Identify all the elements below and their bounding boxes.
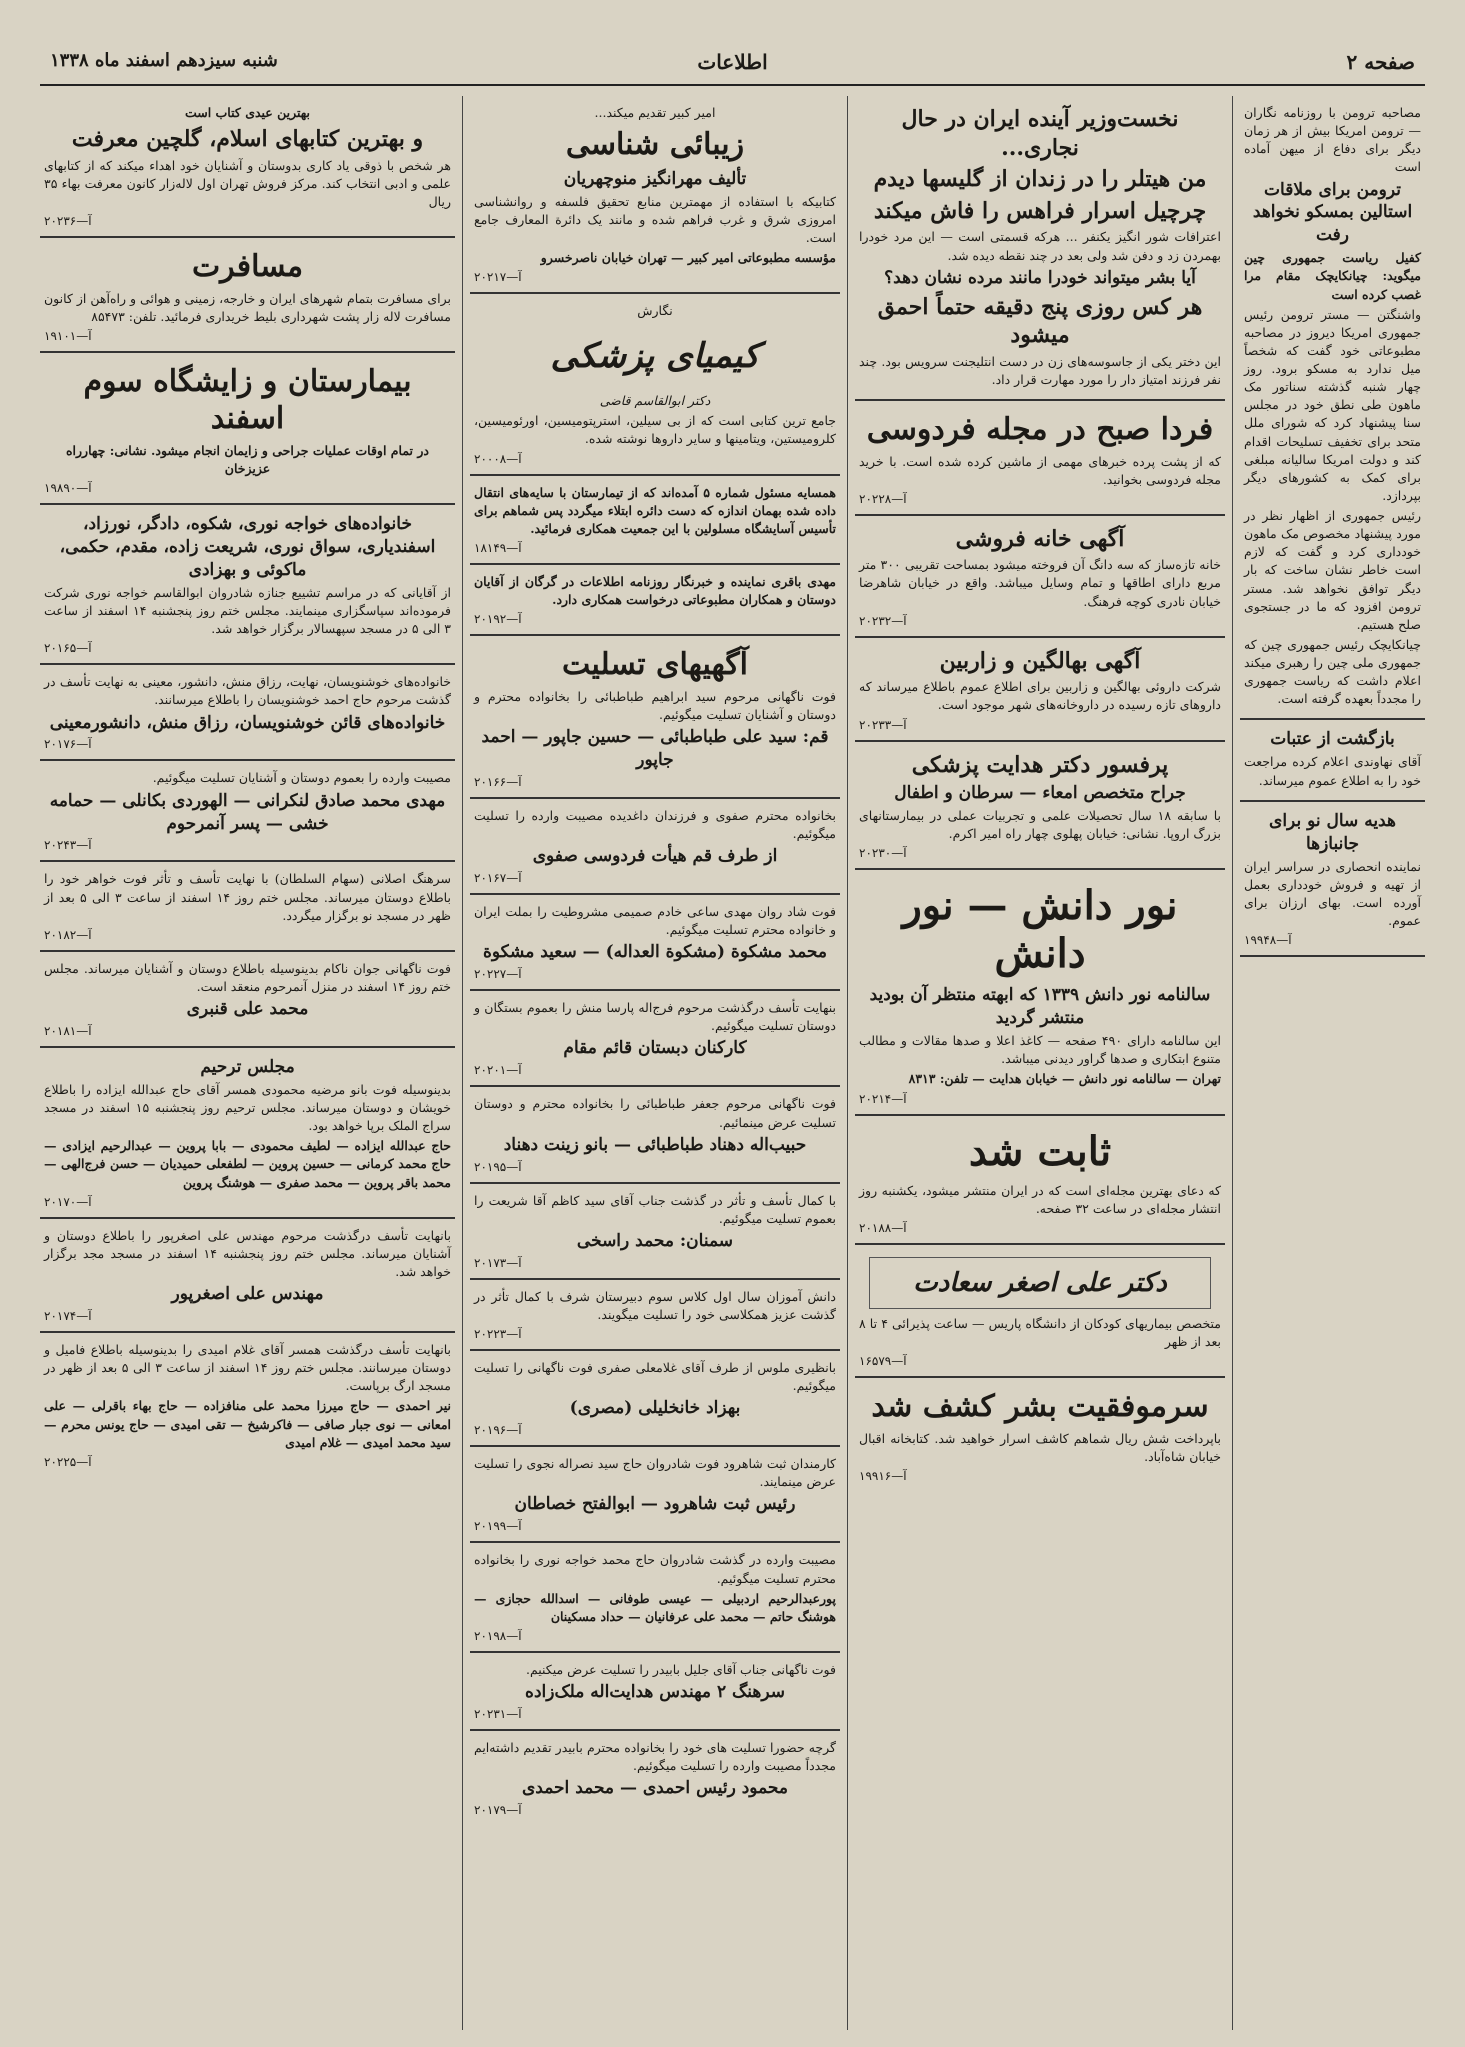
- ad-code: آ—۲۰۱۶۵: [44, 641, 92, 656]
- ad-travel: [40, 238, 455, 353]
- feature-headline: من هیتلر را در زندان از گلیسها دیدم: [873, 166, 1207, 193]
- ad-code: آ—۱۹۹۱۶: [859, 1468, 907, 1483]
- condolence-5: [470, 1087, 840, 1183]
- notice-body: خانواده‌های خوشنویسان، نهایت، رزاق منش، دانشور، معینی به نهایت تأسف در گذشت مرحوم حاج احمد خوشنویسان را باطلاع میرسانند.: [44, 674, 451, 708]
- notice-title: بازگشت از عتبات: [1270, 729, 1395, 750]
- condolence-1: [470, 636, 840, 799]
- ad-title: و بهترین کتابهای اسلام، گلچین معرفت: [71, 126, 424, 153]
- issue-date: شنبه سیزدهم اسفند ماه ۱۳۳۸: [50, 50, 278, 71]
- condolence-9: [470, 1447, 840, 1543]
- ad-proven: [855, 1116, 1225, 1245]
- condolence-signers: قم: سید علی طباطبائی — حسین جاپور — احمد جاپور: [481, 726, 829, 770]
- ad-code: آ—۲۰۲۲۵: [44, 1454, 92, 1469]
- ad-body: خانه تازه‌ساز که سه دانگ آن فروخته میشود بمساحت تقریبی ۳۰۰ متر مربع دارای اطاقها و تمام وسایل میباشد. واقع در خیابان شاهرضا خیابان نادری کوچه فرهنگ.: [859, 557, 1221, 609]
- feature-question: آیا بشر میتواند خودرا مانند مرده نشان دهد؟: [884, 267, 1196, 288]
- family-names: مهدی محمد صادق لنکرانی — الهوردی بکانلی — حمامه خشی — پسر آنمرحوم: [49, 790, 446, 834]
- ad-code: آ—۲۰۱۹۹: [474, 1519, 522, 1534]
- notice-ghanbari: [40, 952, 455, 1048]
- ad-title: نور دانش — نور دانش: [902, 882, 1178, 978]
- ad-code: آ—۲۰۲۲۳: [474, 1327, 522, 1341]
- notice-khajenouri: [40, 505, 455, 665]
- notice-lankarani: [40, 761, 455, 862]
- paper-name: اطلاعات: [697, 50, 768, 74]
- feature-headline: هر کس روزی پنج دقیقه حتماً احمق میشود: [877, 293, 1203, 349]
- ad-title: زیبائی شناسی: [565, 127, 745, 163]
- condolence-signers: پورعبدالرحیم اردبیلی — عیسی طوفانی — اسدالله حجازی — هوشنگ حاتم — محمد علی عرفانیان — حداد مسکینان: [474, 1590, 836, 1624]
- notice-body: از آقایانی که در مراسم تشییع جنازه شادروان ابوالقاسم خواجه نوری شرکت فرموده‌اند سپاسگزاری مینمایند. مجلس ختم روز پنجشنبه ۱۴ اسفند از ساعت ۳ الی ۵ در مسجد سپهسالار برگزار خواهد شد.: [44, 584, 451, 637]
- ad-body: در تمام اوقات عملیات جراحی و زایمان انجام میشود. نشانی: چهارراه عزیزخان: [66, 442, 429, 476]
- feature-body: اعترافات شور انگیز یکنفر ... هرکه قسمتی است — این مرد خودرا بهمردن زد و دفن شد ولی بعد در چند نقطه دیده شد.: [859, 229, 1221, 263]
- ad-code: آ—۲۰۱۸۸: [859, 1220, 907, 1235]
- condolence-body: بانظیری ملوس از طرف آقای غلامعلی صفری فوت ناگهانی را تسلیت میگوئیم.: [474, 1360, 836, 1394]
- ad-code: آ—۲۰۲۱۷: [474, 270, 522, 285]
- ad-title: سرموفقیت بشر کشف شد: [871, 1389, 1209, 1425]
- section-title: آگهیهای تسلیت: [562, 647, 748, 683]
- condolence-2: [470, 799, 840, 895]
- ad-subtitle: سالنامه نور دانش ۱۳۳۹ که ابهته منتظر آن بودید منتشر گردید: [869, 985, 1211, 1029]
- condolence-signers: حبیب‌اله دهناد طباطبائی — بانو زینت دهناد: [503, 1134, 807, 1155]
- ad-code: آ—۲۰۲۲۷: [474, 967, 522, 982]
- ad-code: آ—۲۰۲۰۱: [474, 1063, 522, 1078]
- ad-code: آ—۲۰۰۰۸: [474, 451, 522, 466]
- condolence-body: فوت ناگهانی مرحوم جعفر طباطبائی را بخانواده محترم و دوستان تسلیت عرض مینمائیم.: [474, 1096, 836, 1130]
- ad-code: آ—۲۰۱۸۱: [44, 1024, 92, 1039]
- feature-headline: چرچیل اسرار فراهس را فاش میکند: [873, 197, 1207, 224]
- condolence-11: [470, 1653, 840, 1731]
- ad-house-sale: [855, 516, 1225, 638]
- ad-doctor-hedayat: [855, 742, 1225, 871]
- ad-code: آ—۲۰۱۹۶: [474, 1423, 522, 1438]
- masthead: [40, 40, 1425, 86]
- ad-code: آ—۲۰۱۹۵: [474, 1159, 522, 1174]
- ad-body: شرکت داروئی بهالگین و زاربین برای اطلاع عموم باطلاع میرساند که داروهای تازه رسیده در داروخانه‌های شهر موجود است.: [859, 679, 1221, 713]
- ad-code: آ—۱۶۵۷۹: [859, 1354, 907, 1369]
- notice-memorial: [40, 1048, 455, 1219]
- family-names: نیر احمدی — حاج میرزا محمد علی منافزاده — حاج بهاء باقرلی — علی امعانی — نوی جبار صافی — فاکرشیخ — تقی امیدی — حاج یونس محرم — سید محمد امیدی — غلام امیدی: [44, 1398, 451, 1450]
- family-names: محمد علی قنبری: [186, 999, 309, 1020]
- feature-body: این دختر یکی از جاسوسه‌های زن در دست انتلیجنت سرویس بود. چند نفر فرزند امتیاز دار را مورد مهارت قرار داد.: [859, 353, 1221, 387]
- article-body: رئیس جمهوری از اظهار نظر در مورد پیشنهاد مخصوص مک ماهون خودداری کرد و گفت که لازم است خاطر نشان ساخت که بار دیگر توافق نخواهد شد. مستر ترومن افزود که ما در جستجوی صلح هستیم.: [1244, 508, 1421, 632]
- condolence-8: [470, 1351, 840, 1447]
- condolence-body: مصیبت وارده در گذشت شادروان حاج محمد خواجه نوری را بخانواده محترم تسلیت میگوئیم.: [474, 1552, 836, 1586]
- ad-book-aesthetics: [470, 96, 840, 294]
- page-number: صفحه ۲: [1346, 50, 1415, 74]
- news-article-truman: [1240, 96, 1425, 720]
- condolence-signers: از طرف قم هیأت فردوسی صفوی: [532, 846, 778, 867]
- ad-title: فردا صبح در مجله فردوسی: [866, 412, 1214, 447]
- notice-asgharpour: [40, 1219, 455, 1333]
- article-body: چیانکایچک رئیس جمهوری چین که جمهوری ملی چین را رهبری میکند اعلام داشت که ریاست جمهوری را مجدداً بعهده گرفته است.: [1244, 636, 1421, 707]
- notice-body: مصیبت وارده را بعموم دوستان و آشنایان تسلیت میگوئیم.: [152, 770, 451, 786]
- column-rule: [847, 96, 848, 2030]
- condolence-signers: محمود رئیس احمدی — محمد احمدی: [521, 1778, 788, 1799]
- notice-return: [1240, 720, 1425, 801]
- ad-body: این سالنامه دارای ۴۹۰ صفحه — کاغذ اعلا و صدها مقالات و مطالب متنوع ابتکاری و صدها گراور دیدنی میباشد.: [859, 1033, 1221, 1067]
- ad-code: آ—۲۰۲۳۶: [44, 214, 92, 229]
- article-body: واشنگتن — مستر ترومن رئیس جمهوری امریکا دیروز در مصاحبه مطبوعاتی خود گفت که شخصاً میل ندارد به مسکو برود. روز چهار شنبه گذشته سناتور مک ماهون طی نطق خود در مجلس سنا پیشنهاد کرد که شورای ملل متحد برای تخفیف تسلیحات اقدام کند و دولت امریکا سالیانه مبلغی برای کمک به کشورهای دیگر بپردازد.: [1244, 306, 1421, 503]
- ad-nour-danesh: [855, 870, 1225, 1115]
- condolence-7: [470, 1280, 840, 1351]
- condolence-body: گرچه حضورا تسلیت های خود را بخانواده محترم بابیدر تقدیم داشته‌ایم مجدداً مصیبت وارده را تسلیت میگوئیم.: [474, 1739, 836, 1774]
- condolence-12: [470, 1731, 840, 1825]
- ad-code: آ—۲۰۱۷۰: [44, 1194, 92, 1209]
- feature-churchill: [855, 96, 1225, 401]
- ad-code: آ—۱۸۱۴۹: [474, 540, 522, 555]
- condolence-signers: رئیس ثبت شاهرود — ابوالفتح خصاطان: [514, 1494, 796, 1515]
- ad-book-medicine: [470, 294, 840, 476]
- notice-body: فوت ناگهانی جوان ناکام بدینوسیله باطلاع دوستان و آشنایان میرساند. مجلس ختم روز ۱۴ اسفند در منزل آنمرحوم منعقد است.: [44, 960, 451, 994]
- ad-body: با سابقه ۱۸ سال تحصیلات علمی و تجربیات عملی در بیمارستانهای بزرگ اروپا. نشانی: خیابان پهلوی چهار راه امیر اکرم.: [859, 808, 1221, 842]
- ad-body: نماینده انحصاری در سراسر ایران از تهیه و فروش خودداری بعمل آورده است. بهای ارزان برای عموم.: [1244, 858, 1421, 928]
- ad-body: باپرداخت شش ریال شماهم کاشف اسرار خواهید شد. کتابخانه اقبال خیابان شاه‌آباد.: [859, 1430, 1221, 1464]
- family-names: خانواده‌های خواجه نوری، شکوه، دادگر، نورزاد، اسفندیاری، سواق نوری، شریعت زاده، مقدم، حکمی، ماکوئی و بهزادی: [59, 514, 436, 580]
- ad-title: هدیه سال نو برای جانبازها: [1269, 810, 1396, 854]
- notice-body: بدینوسیله فوت بانو مرضیه محمودی همسر آقای حاج عبدالله ایزاده را باطلاع خویشان و دوستان میرساند. مجلس ترحیم روز پنجشنبه ۱۵ اسفند در مسجد سراج الملک برپا خواهد بود.: [44, 1081, 451, 1134]
- ad-body: جامع ترین کتابی است که از بی سیلین، استرپتومیسین، اورئومیسین، کلرومیستین، ویتامینها و سایر داروها نوشته شده.: [474, 413, 836, 447]
- condolence-signers: سرهنگ ۲ مهندس هدایت‌اله ملک‌زاده: [525, 1682, 785, 1702]
- ad-kicker: نگارش: [637, 303, 673, 319]
- condolence-3: [470, 895, 840, 991]
- ad-title: آگهی خانه فروشی: [955, 525, 1125, 552]
- ad-code: آ—۲۰۱۹۸: [474, 1628, 522, 1643]
- ad-code: آ—۲۰۱۶۷: [474, 871, 522, 885]
- ad-code: آ—۲۰۲۴۳: [44, 838, 92, 853]
- column-announcements: [40, 96, 455, 2030]
- notice-body: همسایه مسئول شماره ۵ آمده‌اند که از تیمارستان با سایه‌های انتقال داده شده بهمان اندازه که دست دائره ابتلاء میگردد پس شماهم برای تأسیس آسایشگاه مسلولین با این جمعیت همکاری فرمائید.: [474, 484, 836, 536]
- ad-books-golchin: [40, 96, 455, 238]
- book-author: دکتر ابوالقاسم قاضی: [599, 393, 711, 409]
- ad-body: که از پشت پرده خبرهای مهمی از ماشین کرده شده است. با خرید مجله فردوسی بخوانید.: [859, 453, 1221, 487]
- ad-subtitle: تألیف مهرانگیز منوچهریان: [563, 168, 747, 189]
- ad-code: آ—۱۹۱۰۱: [44, 328, 92, 343]
- ad-body: که دعای بهترین مجله‌ای است که در ایران منتشر میشود، یکشنبه روز انتشار مجله‌ای در ساعت ۳۲ صفحه.: [859, 1182, 1221, 1216]
- condolence-body: بخانواده محترم صفوی و فرزندان داغدیده مصیبت وارده را تسلیت میگوئیم.: [474, 807, 836, 841]
- ad-body: برای مسافرت بتمام شهرهای ایران و خارجه، زمینی و هوائی و راه‌آهن از کانون مسافرت لاله زار پشت شهرداری بلیط خریداری فرمائید. تلفن: ۸۵۴۷۳: [44, 290, 451, 324]
- condolence-body: بنهایت تأسف درگذشت مرحوم فرج‌اله پارسا منش را بعموم بستگان و دوستان تسلیت میگوئیم.: [474, 1000, 836, 1034]
- ad-contact: تهران — سالنامه نور دانش — خیابان هدایت — تلفن: ۸۳۱۳: [908, 1071, 1221, 1087]
- condolence-body: فوت ناگهانی مرحوم سید ابراهیم طباطبائی را بخانواده محترم و دوستان و آشنایان تسلیت میگوئیم.: [474, 688, 836, 722]
- notice-correspondent: [470, 565, 840, 636]
- doctor-logo: دکتر علی اصغر سعادت: [869, 1257, 1211, 1309]
- ad-code: آ—۲۰۱۷۹: [474, 1803, 522, 1818]
- ad-code: آ—۲۰۲۱۴: [859, 1091, 907, 1106]
- newspaper-page: [40, 40, 1425, 2030]
- ad-success-secret: [855, 1378, 1225, 1491]
- ad-code: آ—۲۰۱۷۶: [44, 737, 92, 752]
- ad-hospital: [40, 353, 455, 505]
- ad-code: آ—۱۹۸۹۰: [44, 481, 92, 496]
- column-news: [1240, 96, 1425, 2030]
- ad-code: آ—۲۰۲۳۲: [859, 613, 907, 628]
- ad-code: آ—۲۰۱۹۲: [474, 612, 522, 627]
- ad-ferdowsi: [855, 401, 1225, 516]
- family-names: حاج عبدالله ایزاده — لطیف محمودی — بابا پروین — عبدالرحیم ایزادی — حاج محمد کرمانی — حسین پروین — لطفعلی حمیدیان — حسن فرج‌الهی — محمد باقر پروین — محمد صفری — هوشنگ پروین: [44, 1138, 451, 1190]
- ad-code: آ—۲۰۱۷۴: [44, 1309, 92, 1324]
- ad-title: آگهی بهالگین و زاربین: [939, 647, 1141, 674]
- ad-code: آ—۲۰۱۷۳: [474, 1255, 522, 1270]
- notice-body: سرهنگ اصلانی (سهام السلطان) با نهایت تأسف و تأثر فوت خواهر خود را باطلاع دوستان میرساند. مجلس ختم روز ۱۴ اسفند از ساعت ۳ الی ۵ بعد از ظهر در مسجد نو برگزار میگردد.: [44, 871, 451, 923]
- ad-doctor-saadat: [855, 1245, 1225, 1378]
- ad-code: آ—۲۰۲۳۰: [859, 846, 907, 861]
- condolence-signers: سمنان: محمد راسخی: [576, 1230, 734, 1251]
- notice-omidi: [40, 1333, 455, 1477]
- notice-aslani: [40, 862, 455, 951]
- condolence-6: [470, 1184, 840, 1280]
- ad-kicker: بهترین عیدی کتاب است: [184, 105, 311, 120]
- ad-title: بیمارستان و زایشگاه سوم اسفند: [83, 363, 412, 437]
- condolence-body: با کمال تأسف و تأثر در گذشت جناب آقای سید کاظم آقا شریعت را بعموم تسلیت میگوئیم.: [474, 1192, 836, 1226]
- ad-kicker: امیر کبیر تقدیم میکند...: [594, 105, 716, 120]
- column-rule: [1232, 96, 1233, 2030]
- column-features: [855, 96, 1225, 2030]
- ad-body: هر شخص با ذوقی یاد کاری بدوستان و آشنایان خود اهداء میکند که از کتابهای علمی و ادبی انتخاب کند. مرکز فروش تهران اول لاله‌زار کانون معرفت بهاء ۳۵ ریال: [44, 157, 451, 209]
- ad-code: آ—۲۰۱۶۶: [474, 774, 522, 789]
- notice-sanatorium: [470, 476, 840, 565]
- ad-title: پرفسور دکتر هدایت پزشکی: [911, 751, 1169, 778]
- ad-code: آ—۱۹۹۴۸: [1244, 933, 1292, 947]
- notice-body: آقای نهاوندی اعلام کرده مراجعت خود را به اطلاع عموم میرساند.: [1244, 754, 1421, 788]
- ad-body: کتابیکه با استفاده از مهمترین منابع تحقیق فلسفه و روانشناسی امروزی شرق و غرب فراهم شده و مانند یک دائرة المعارف جامع است.: [474, 193, 836, 245]
- notice-title: مجلس ترحیم: [200, 1057, 295, 1078]
- condolence-10: [470, 1543, 840, 1653]
- ad-code: آ—۲۰۲۳۱: [474, 1706, 522, 1721]
- book-logo: کیمیای پزشکی: [550, 336, 760, 377]
- article-kicker: مصاحبه ترومن با روزنامه نگاران — ترومن امریکا بیش از هر زمان دیگر برای دفاع از میهن آماده است: [1244, 105, 1421, 175]
- ad-contact: مؤسسه مطبوعاتی امیر کبیر — تهران خیابان ناصرخسرو: [540, 249, 836, 265]
- ad-body: متخصص بیماریهای کودکان از دانشگاه پاریس — ساعت پذیرائی ۴ تا ۸ بعد از ظهر: [859, 1315, 1221, 1349]
- article-subheadline: کفیل ریاست جمهوری چین میگوید: چیانکایچک مقام مرا غصب کرده است: [1244, 250, 1421, 302]
- ad-title: ثابت شد: [968, 1127, 1112, 1175]
- ad-code: آ—۲۰۲۳۳: [859, 717, 907, 732]
- notice-khoshnevisan: [40, 665, 455, 761]
- condolence-signers: بهزاد خانخلیلی (مصری): [569, 1398, 741, 1419]
- condolence-body: فوت شاد روان مهدی ساعی خادم صمیمی مشروطیت را بملت ایران و خانواده محترم تسلیت میگوئیم.: [474, 904, 836, 938]
- notice-body: بانهایت تأسف درگذشت مرحوم مهندس علی اصغرپور را باطلاع دوستان و آشنایان میرساند. مجلس ختم روز پنجشنبه ۱۴ اسفند در مسجد مجد برگزار خواهد شد.: [44, 1227, 452, 1279]
- condolence-body: فوت ناگهانی جناب آقای جلیل بابیدر را تسلیت عرض میکنیم.: [525, 1661, 836, 1677]
- condolence-signers: محمد مشکوة (مشکوة العداله) — سعید مشکوة: [482, 942, 828, 963]
- family-names: مهندس علی اصغرپور: [171, 1284, 324, 1305]
- ad-subtitle: جراح متخصص امعاء — سرطان و اطفال: [894, 783, 1186, 804]
- feature-headline: نخست‌وزیر آینده ایران در حال نجاری...: [901, 106, 1179, 161]
- article-headline: ترومن برای ملاقات استالین بمسکو نخواهد رفت: [1252, 179, 1413, 246]
- column-rule: [462, 96, 463, 2030]
- condolence-body: دانش آموزان سال اول کلاس سوم دبیرستان شرف با کمال تأثر در گذشت عزیز همکلاسی خود را تسلیت میگویند.: [474, 1288, 836, 1322]
- condolence-signers: کارکنان دبستان قائم مقام: [563, 1038, 747, 1059]
- ad-code: آ—۲۰۱۸۲: [44, 927, 92, 942]
- ad-code: آ—۲۰۲۲۸: [859, 491, 907, 506]
- ad-pharmacy: [855, 638, 1225, 742]
- notice-body: بانهایت تأسف درگذشت همسر آقای غلام امیدی را بدینوسیله باطلاع فامیل و دوستان میرسانند. مجلس ختم روز ۱۴ اسفند از ساعت ۳ الی ۵ بعد از ظهر در مسجد ارگ برپاست.: [44, 1342, 452, 1394]
- condolence-4: [470, 991, 840, 1087]
- column-condolences: [470, 96, 840, 2030]
- ad-title: مسافرت: [191, 249, 304, 285]
- ad-new-year-gift: [1240, 802, 1425, 957]
- family-names: خانواده‌های قائن خوشنویسان، رزاق منش، دانشورمعینی: [49, 712, 446, 733]
- condolence-body: کارمندان ثبت شاهرود فوت شادروان حاج سید نصراله نجوی را تسلیت عرض مینمایند.: [474, 1456, 836, 1490]
- notice-body: مهدی باقری نماینده و خبرنگار روزنامه اطلاعات در گرگان از آقایان دوستان و همکاران مطبوعاتی درخواست همکاری دارد.: [474, 573, 836, 608]
